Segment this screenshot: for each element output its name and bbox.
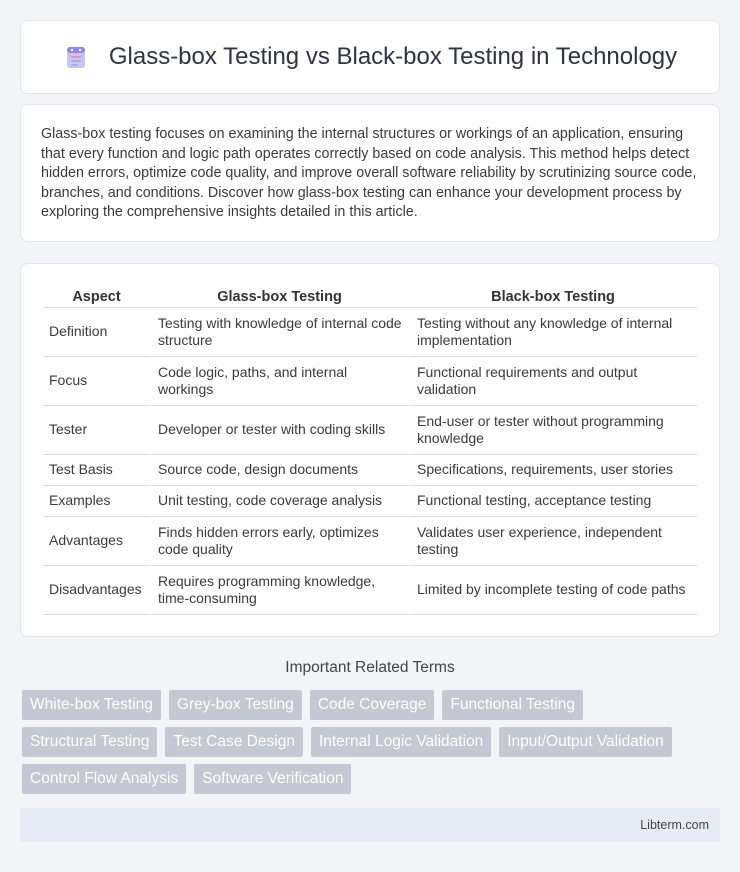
cell-glass: Developer or tester with coding skills [150,406,409,455]
term-tag[interactable]: Control Flow Analysis [22,764,186,794]
page-title: Glass-box Testing vs Black-box Testing in Technology [108,43,678,70]
footer [20,808,720,842]
intro-card [20,104,720,242]
cell-black: Testing without any knowledge of internal implementation [409,308,697,357]
table-row [43,308,697,357]
header-card [20,20,720,94]
comparison-table [43,284,697,615]
term-tag[interactable]: Test Case Design [165,727,302,757]
footer-site-link[interactable]: Libterm.com [640,818,709,832]
table-row [43,517,697,566]
cell-aspect: Test Basis [43,455,150,486]
cell-black: Limited by incomplete testing of code paths [409,566,697,615]
table-row [43,566,697,615]
document-icon [63,44,89,70]
cell-aspect: Definition [43,308,150,357]
term-tag[interactable]: Functional Testing [442,690,583,720]
cell-aspect: Examples [43,486,150,517]
column-header-glass-box: Glass-box Testing [150,284,409,308]
cell-black: End-user or tester without programming knowledge [409,406,697,455]
cell-glass: Unit testing, code coverage analysis [150,486,409,517]
column-header-aspect: Aspect [43,284,150,308]
intro-paragraph: Glass-box testing focuses on examining the internal structures or workings of an application, ensuring that every function and logic path operates correctly based on code analysis. This method helps detect hidden errors, optimize code quality, and improve overall software reliability by scrutinizing source code, branches, and conditions. Discover how glass-box testing can enhance your development process by exploring the comprehensive insights detailed in this article. [41,126,697,221]
term-tag[interactable]: Internal Logic Validation [311,727,491,757]
table-row [43,406,697,455]
table-row [43,455,697,486]
term-tag[interactable]: Input/Output Validation [499,727,672,757]
table-row [43,357,697,406]
cell-black: Specifications, requirements, user stories [409,455,697,486]
cell-glass: Finds hidden errors early, optimizes code quality [150,517,409,566]
related-terms-list [22,690,722,801]
cell-aspect: Focus [43,357,150,406]
column-header-black-box: Black-box Testing [409,284,697,308]
comparison-table-card [20,263,720,637]
cell-glass: Source code, design documents [150,455,409,486]
cell-black: Validates user experience, independent testing [409,517,697,566]
term-tag[interactable]: Grey-box Testing [169,690,302,720]
cell-black: Functional requirements and output validation [409,357,697,406]
table-row [43,486,697,517]
cell-aspect: Advantages [43,517,150,566]
cell-black: Functional testing, acceptance testing [409,486,697,517]
term-tag[interactable]: White-box Testing [22,690,161,720]
related-terms-title: Important Related Terms [285,659,455,676]
term-tag[interactable]: Code Coverage [310,690,435,720]
cell-glass: Requires programming knowledge, time-consuming [150,566,409,615]
table-header-row [43,284,697,308]
cell-glass: Code logic, paths, and internal workings [150,357,409,406]
term-tag[interactable]: Structural Testing [22,727,157,757]
cell-aspect: Tester [43,406,150,455]
cell-glass: Testing with knowledge of internal code structure [150,308,409,357]
term-tag[interactable]: Software Verification [194,764,351,794]
cell-aspect: Disadvantages [43,566,150,615]
